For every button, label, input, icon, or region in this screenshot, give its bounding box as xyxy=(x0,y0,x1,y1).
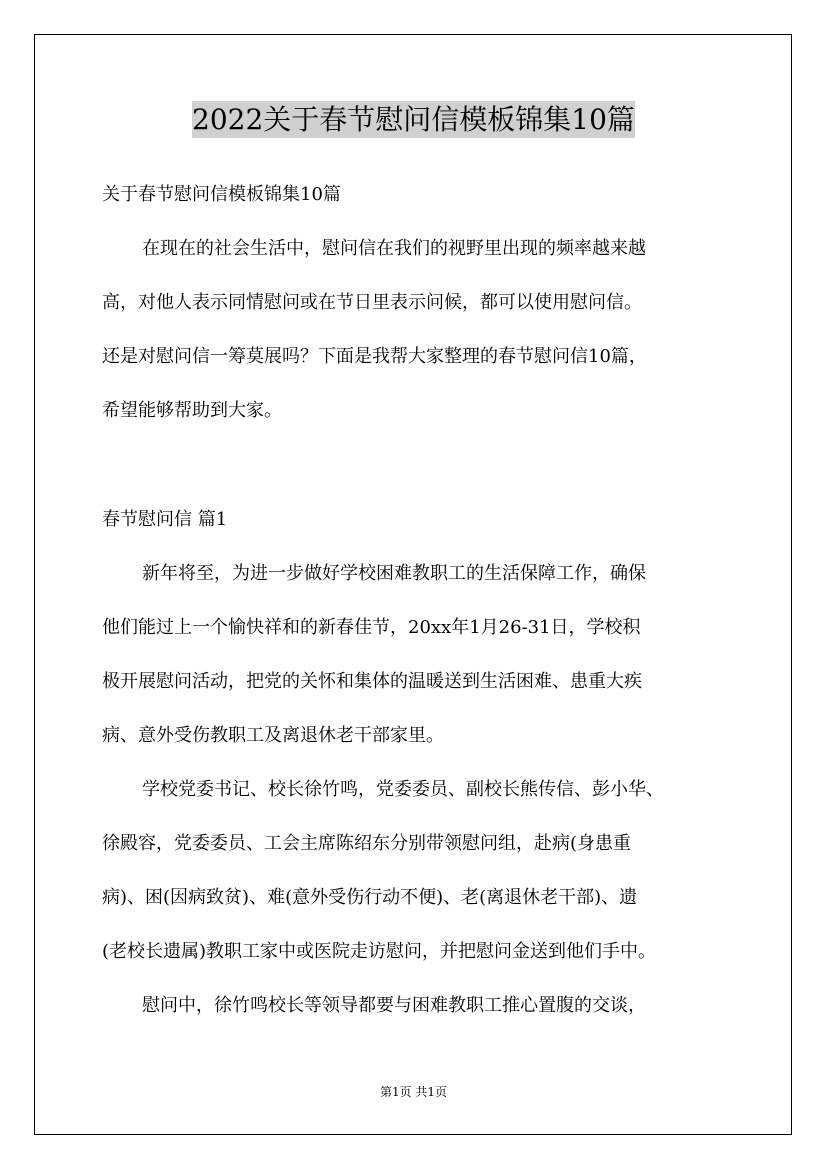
intro-line-4: 希望能够帮助到大家。 xyxy=(102,400,282,421)
paragraph1-line-4: 病、意外受伤教职工及离退休老干部家里。 xyxy=(102,725,444,746)
paragraph3-line-1: 慰问中，徐竹鸣校长等领导都要与困难教职工推心置腹的交谈， xyxy=(142,995,646,1016)
intro-line-2: 高，对他人表示同情慰问或在节日里表示问候，都可以使用慰问信。 xyxy=(102,292,642,313)
section-heading: 春节慰问信 篇1 xyxy=(102,509,228,530)
paragraph2-line-1: 学校党委书记、校长徐竹鸣，党委委员、副校长熊传信、彭小华、 xyxy=(142,779,664,800)
paragraph1-line-1: 新年将至，为进一步做好学校困难教职工的生活保障工作，确保 xyxy=(142,563,646,584)
document-subtitle: 关于春节慰问信模板锦集10篇 xyxy=(102,184,341,205)
document-title-text: 2022关于春节慰问信模板锦集10篇 xyxy=(192,103,635,136)
paragraph1-line-2: 他们能过上一个愉快祥和的新春佳节，20xx年1月26-31日，学校积 xyxy=(102,617,641,638)
intro-line-1: 在现在的社会生活中，慰问信在我们的视野里出现的频率越来越 xyxy=(142,238,646,259)
intro-line-3: 还是对慰问信一筹莫展吗？下面是我帮大家整理的春节慰问信10篇， xyxy=(102,346,647,367)
paragraph1-line-3: 极开展慰问活动，把党的关怀和集体的温暖送到生活困难、患重大疾 xyxy=(102,671,642,692)
paragraph2-line-2: 徐殿容，党委委员、工会主席陈绍东分别带领慰问组，赴病(身患重 xyxy=(102,833,632,854)
document-title xyxy=(0,100,827,140)
paragraph2-line-4: (老校长遗属)教职工家中或医院走访慰问，并把慰问金送到他们手中。 xyxy=(102,941,657,962)
paragraph2-line-3: 病)、困(因病致贫)、难(意外受伤行动不便)、老(离退休老干部)、遗 xyxy=(102,887,638,908)
page-footer: 第1页 共1页 xyxy=(379,1085,448,1099)
